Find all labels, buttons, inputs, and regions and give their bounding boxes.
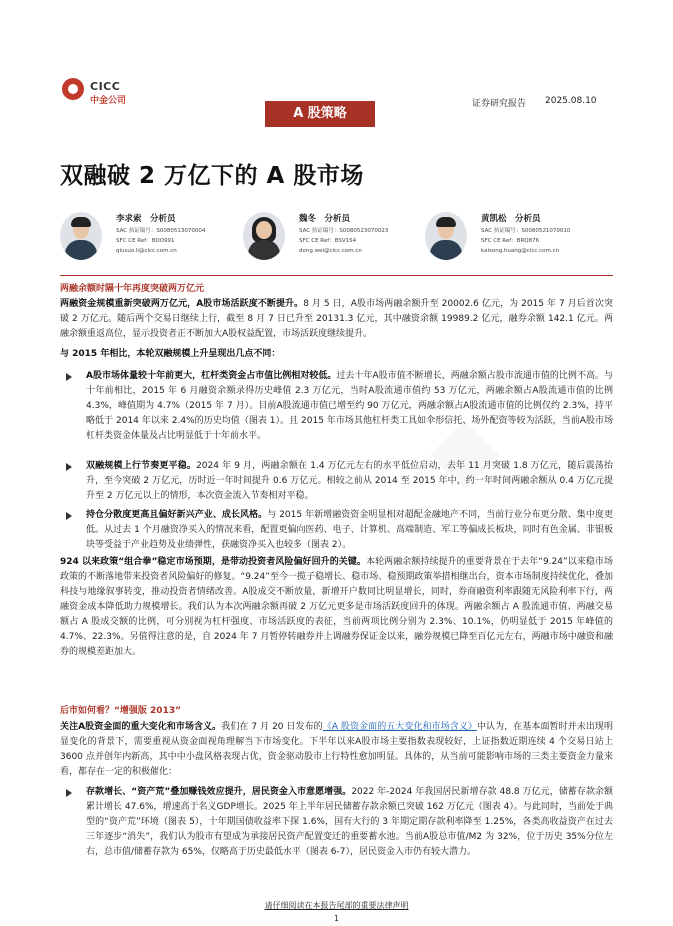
avatar	[425, 212, 467, 260]
analyst-sfc: SFC CE Ref：BSV154	[299, 238, 357, 244]
analyst-sac: SAC 执证编号：S0080521070010	[481, 228, 571, 234]
paragraph-text: 我们在 7 月 20 日发布的	[221, 722, 323, 732]
analyst-email[interactable]: dong.wei@cicc.com.cn	[299, 248, 362, 254]
paragraph	[60, 720, 613, 780]
cicc-logo-icon	[62, 78, 84, 100]
report-link[interactable]: 《A 股资金面的五大变化和市场含义》	[322, 722, 477, 732]
analyst-email[interactable]: qiusuo.li@cicc.com.cn	[116, 248, 177, 254]
category-tag: A 股策略	[265, 101, 375, 127]
analyst-card	[60, 212, 250, 262]
paragraph-lead: 关注A股资金面的重大变化和市场含义。	[60, 722, 222, 732]
section-divider	[60, 275, 613, 276]
analyst-card	[425, 212, 615, 262]
bullet-item	[86, 785, 613, 860]
avatar	[60, 212, 102, 260]
paragraph-lead: 924 以来政策“组合拳”稳定市场预期，是带动投资者风险偏好回升的关键。	[60, 557, 366, 567]
analyst-sfc: SFC CE Ref：BDO991	[116, 238, 175, 244]
paragraph-text: 本轮两融余额持续提升的重要背景在于去年“9.24”以来稳市场政策的不断落地带来投资者风险偏好的修复。“9.24”至今一揽子稳增长、稳市场、稳预期政策举措相继出台，资本市场制度持续优化，叠加科技与地缘叙事转变，推动投资者情绪改善。A股成交不断放量，新增开户数同比明显增长，同时，券商融资利率跟随无风险利率下行，两融资金成本降低助力规模增长。我们认为本次两融余额再破 2 万亿元更多是市场活跃度回升的体现。两融余额占 A 股流通市值、两融交易额占 A 股成交额的比例，可分别视为杠杆强度、市场活跃度的表征，当前两项比例分别为 2.3%、10.1%，仍明显低于 2015 年峰值的 4.7%、22.3%。另值得注意的是，自 2024 年 7 月暂停转融券并上调融券保证金以来，融券规模已降至百亿元左右，两融市场中融资和融券的规模差距加大。	[60, 557, 613, 657]
bullet-arrow-icon	[66, 789, 72, 797]
page-number: 1	[333, 914, 340, 923]
paragraph	[60, 297, 613, 342]
analyst-name: 魏冬 分析员	[299, 214, 351, 224]
page-title: 双融破 2 万亿下的 A 股市场	[60, 163, 364, 189]
section-heading: 两融余额时隔十年再度突破两万亿元	[60, 284, 205, 294]
analyst-name: 李求索 分析员	[116, 214, 176, 224]
analyst-card	[243, 212, 433, 262]
paragraph-text: 中认为，在基本面暂时并未出现明显变化的背景下，需要重视从资金面视角理解当下市场变化。下半年以来A股市场主要指数表现较好，上证指数近期连续 4 个交易日站上 3600 点并创年内新高，其中中小盘风格表现占优，资金驱动股市上行特性愈加明显。具体的，从当前可能影响市场的三类主要资金力量来看，都存在一定的积极催化：	[60, 722, 613, 777]
avatar	[243, 212, 285, 260]
analyst-sac: SAC 执证编号：S0080523070023	[299, 228, 389, 234]
bullet-text: 2024 年 9 月，两融余额在 1.4 万亿元左右的水平低位启动，去年 11 月突破 1.8 万亿元，随后震荡抬升，至今突破 2 万亿元，历时近一年时间提升 0.6 万亿元。相较之前从 2014 至 2015 年中，约一年时间两融余额从 0.4 万亿元提升至 2 万亿元以上的情形，本次资金流入节奏相对平稳。	[86, 461, 613, 501]
section-heading: 后市如何看？“增强版 2013”	[60, 706, 182, 716]
paragraph-lead: 与 2015 年相比，本轮双融规模上升呈现出几点不同：	[60, 349, 281, 359]
analyst-sac: SAC 执证编号：S0080513070004	[116, 228, 206, 234]
bullet-item	[86, 459, 613, 504]
bullet-lead: 双融规模上行节奏更平稳。	[86, 461, 197, 471]
paragraph-text: 8 月 5 日，A股市场两融余额升至 20002.6 亿元，为 2015 年 7 月后首次突破 2 万亿元。随后两个交易日继续上行，截至 8 月 7 日已升至 20131.3 亿元，其中融资余额 19989.2 亿元，融券余额 142.1 亿元。两融余额重返高位，显示投资者正不断加大A股权益配置，市场活跃度继续提升。	[60, 299, 613, 339]
legal-disclaimer-link[interactable]: 请仔细阅读在本报告尾部的重要法律声明	[264, 901, 409, 910]
bullet-item	[86, 508, 613, 553]
bullet-text: 2022 年-2024 年我国居民新增存款 48.8 万亿元，储蓄存款余额累计增长 47.6%，增速高于名义GDP增长。2025 年上半年居民储蓄存款余额已突破 162 万亿元（图表 4）。与此同时，当前处于典型的“资产荒”环境（图表 5），十年期国债收益率下探 1.6%，国有大行的 3 年期定期存款利率降至 1.25%，各类高收益资产在过去三年逐步“消失”，我们认为股市有望成为承接居民资产配置变迁的重要蓄水池。当前A股总市值/M2 为 32%，位于历史 35%分位左右，总市值/储蓄存款为 65%，仅略高于历史最低水平（图表 6-7），居民资金入市仍有较大潜力。	[86, 787, 613, 857]
bullet-lead: 存款增长、“资产荒”叠加赚钱效应提升，居民资金入市意愿增强。	[86, 787, 352, 797]
paragraph	[60, 555, 613, 660]
paragraph	[60, 347, 613, 362]
bullet-text: 过去十年A股市值不断增长，两融余额占股市流通市值的比例不高。与十年前相比，2015 年 6 月融资余额录得历史峰值 2.3 万亿元，当时A股流通市值约 53 万亿元，两融余额占A股流通市值的比例 4.3%，峰值期为 4.7%（2015 年 7 月）。目前A股流通市值已增至约 90 万亿元，两融余额占A股流通市值的比例仅约 2.3%，持平略低于 2014 年以来 2.4%的历史均值（图表 1）。且 2015 年市场其他杠杆类工具如伞形信托、场外配资等较为活跃，当前A股市场杠杆类资金体量及占比明显低于十年前水平。	[86, 371, 613, 441]
analyst-name: 黄凯松 分析员	[481, 214, 541, 224]
report-type: 证券研究报告	[472, 99, 527, 109]
logo-text-en: CICC	[90, 80, 121, 93]
bullet-lead: A股市场体量较十年前更大，杠杆类资金占市值比例相对较低。	[86, 371, 337, 381]
report-date: 2025.08.10	[545, 96, 597, 106]
paragraph-lead: 两融资金规模重新突破两万亿元，A股市场活跃度不断提升。	[60, 299, 304, 309]
bullet-arrow-icon	[66, 463, 72, 471]
bullet-text: 与 2015 年新增融资资金明显相对超配金融地产不同，当前行业分布更分散、集中度更低。从过去 1 个月融资净买入的情况来看，配置更偏向医药、电子、计算机、高端制造、军工等偏成长板块，同时有色金属、非银板块等受益于产业趋势及业绩弹性，获融资净买入也较多（图表 2）。	[86, 510, 613, 550]
bullet-arrow-icon	[66, 373, 72, 381]
bullet-lead: 持仓分散度更高且偏好新兴产业、成长风格。	[86, 510, 268, 520]
analyst-sfc: SFC CE Ref：BRQ876	[481, 238, 540, 244]
analyst-email[interactable]: kaisong.huang@cicc.com.cn	[481, 248, 560, 254]
bullet-item	[86, 369, 613, 444]
logo-text-cn: 中金公司	[90, 96, 127, 106]
bullet-arrow-icon	[66, 512, 72, 520]
